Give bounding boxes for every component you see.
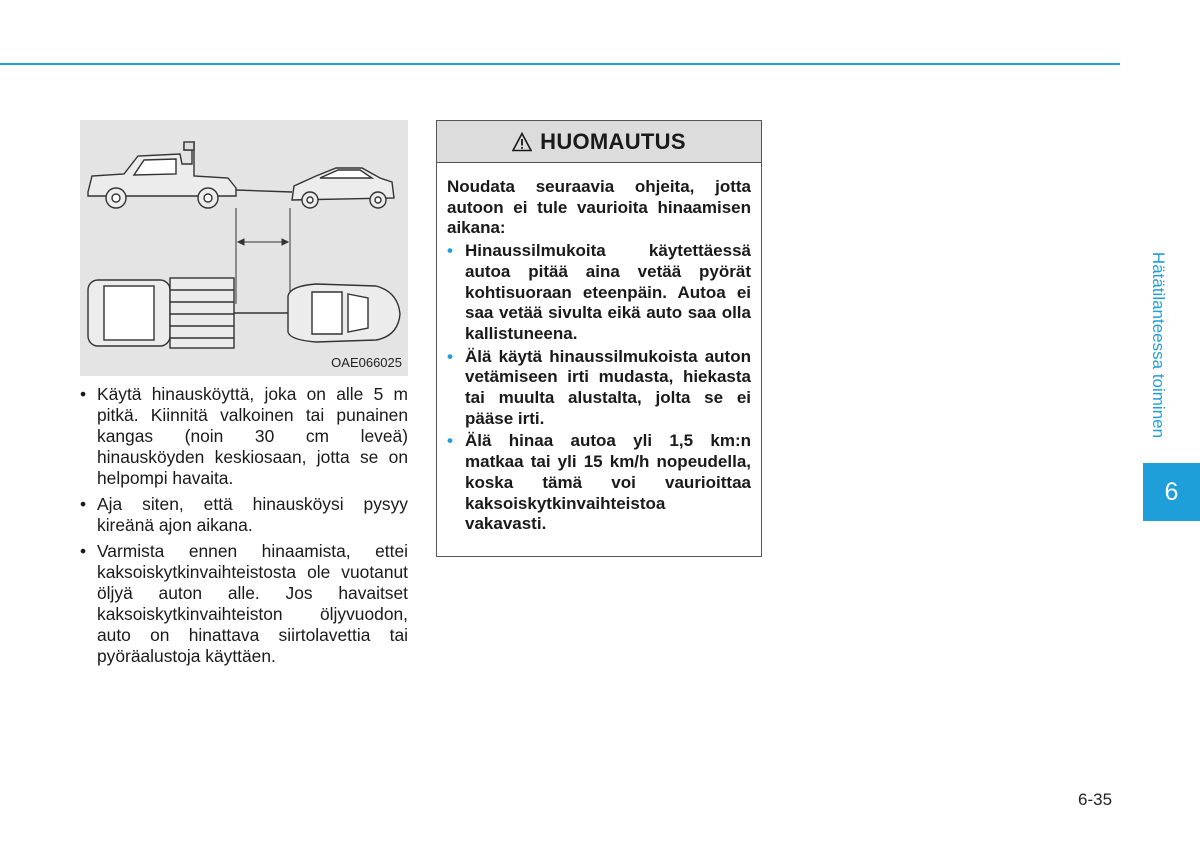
caution-box: [436, 120, 762, 557]
header-rule: [0, 63, 1120, 65]
towing-diagram: [80, 120, 408, 376]
page-number: 6-35: [1078, 790, 1113, 809]
caution-item: • Älä hinaa autoa yli 1,5 km:n matkaa tai yli 15 km/h nopeudella, koska tämä voi vaurioittaa kaksoiskytkinvaihteistoa vakavasti.: [447, 431, 751, 535]
tow-truck-side-view: [88, 142, 292, 208]
tow-truck-top-view: [88, 278, 288, 348]
section-title-text: Hätätilanteessa toiminen: [1149, 251, 1169, 438]
caution-intro: Noudata seuraavia ohjeita, jotta autoon ei tule vaurioita hinaamisen aikana:: [447, 177, 751, 238]
caution-item: • Älä käytä hinaussilmukoista auton vetämiseen irti mudasta, hiekasta tai muulta alustalta, jolta se ei pääse irti.: [447, 347, 751, 430]
list-item: • Käytä hinausköyttä, joka on alle 5 m pitkä. Kiinnitä valkoinen tai punainen kangas (noin 30 cm leveä) hinausköyden keskiosaan, jotta se on helpompi havaita.: [80, 384, 408, 489]
towing-illustration: [80, 120, 408, 376]
car-top-view: [288, 284, 400, 342]
caution-body: [437, 163, 761, 535]
car-side-view: [292, 168, 394, 208]
caution-header: [437, 121, 761, 163]
figure-code: OAE066025: [331, 355, 402, 370]
rope-length-dimension: [236, 208, 290, 304]
caution-title: HUOMAUTUS: [540, 128, 686, 154]
list-item: • Aja siten, että hinausköysi pysyy kireänä ajon aikana.: [80, 494, 408, 536]
caution-item: • Hinaussilmukoita käytettäessä autoa pitää aina vetää pyörät kohtisuoraan eteenpäin. Autoa ei saa vetää sivulta eikä auto saa olla kallistuneena.: [447, 241, 751, 345]
towing-instructions-list: [80, 384, 408, 672]
chapter-number: 6: [1164, 477, 1179, 506]
warning-triangle-icon: [512, 132, 532, 152]
section-side-title: [1130, 222, 1186, 467]
chapter-tab: [1143, 463, 1200, 521]
caution-list: [447, 241, 751, 535]
list-item: • Varmista ennen hinaamista, ettei kaksoiskytkinvaihteistosta ole vuotanut öljyä auton alle. Jos havaitset kaksoiskytkinvaihteiston öljyvuodon, auto on hinattava siirtolavettia tai pyöräalustoja käyttäen.: [80, 541, 408, 667]
